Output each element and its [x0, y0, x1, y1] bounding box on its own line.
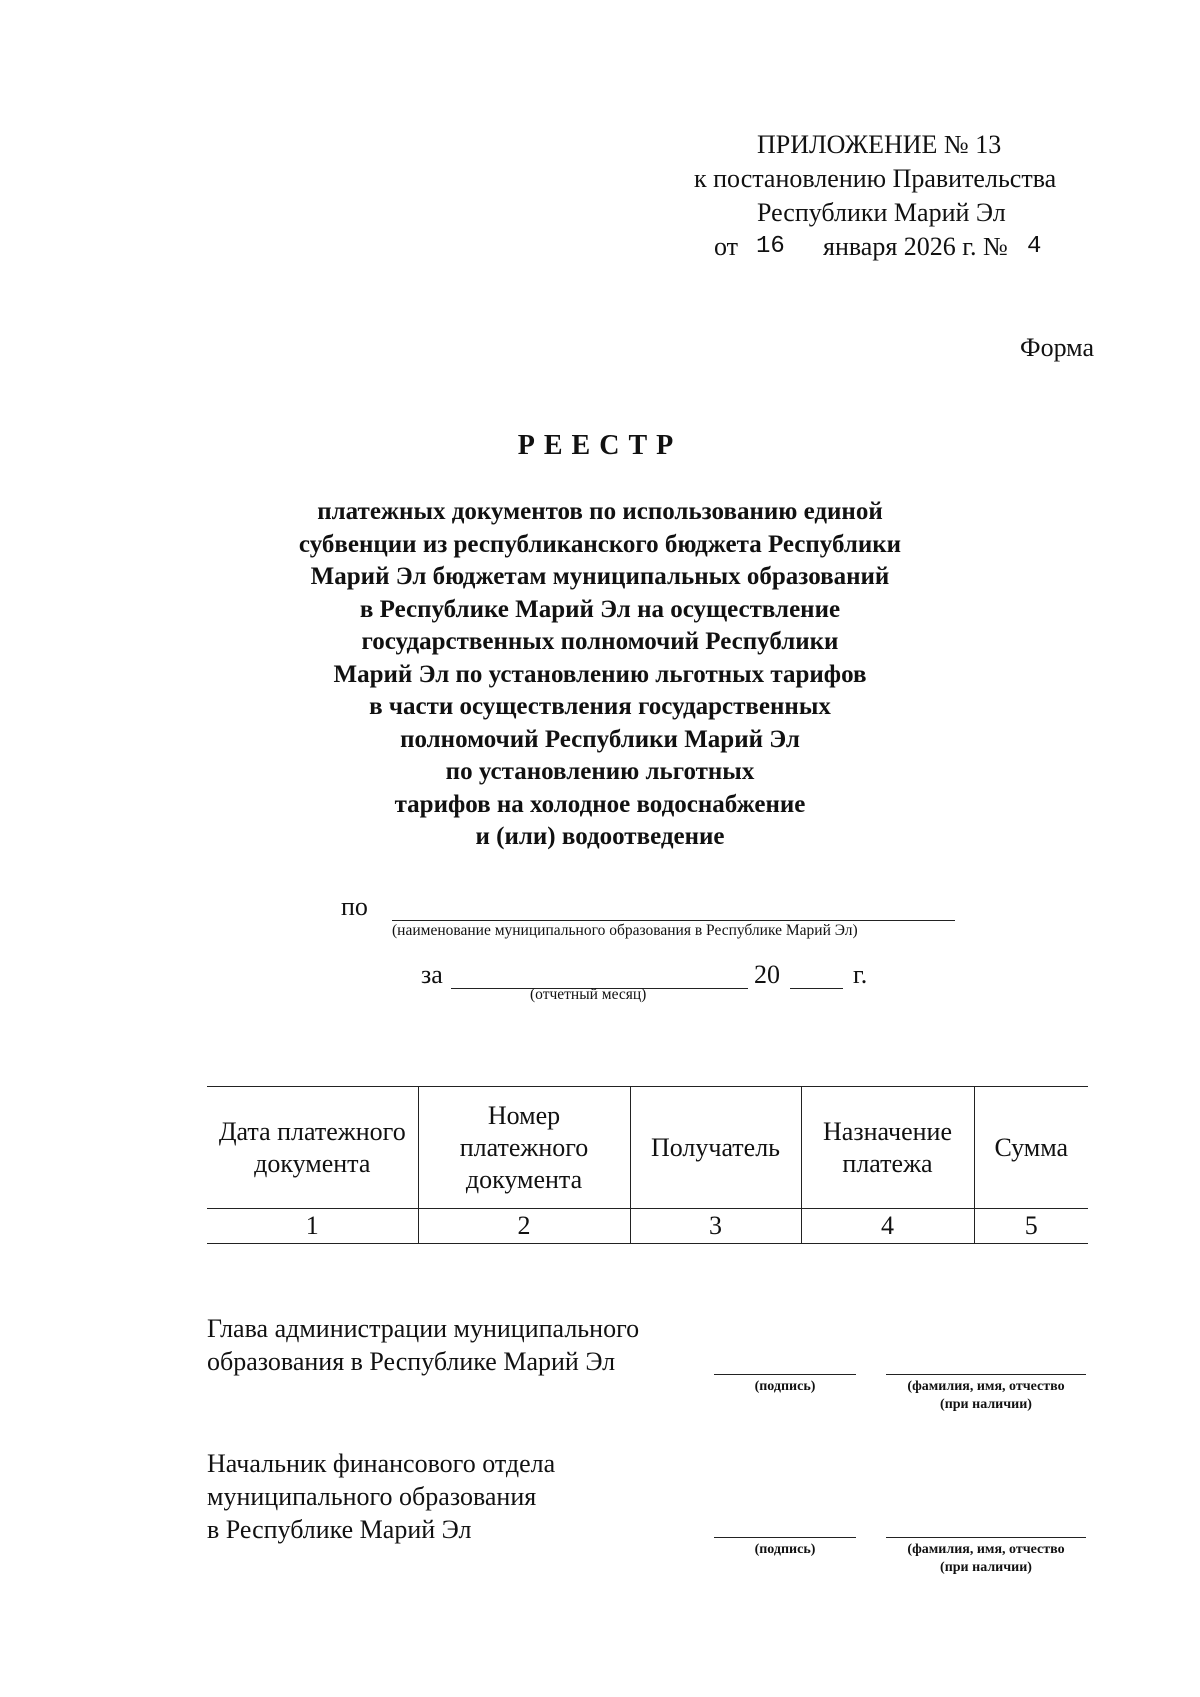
column-number: 2 [418, 1209, 630, 1244]
appendix-date-day: 16 [756, 233, 785, 260]
municipality-prefix: по [341, 892, 368, 921]
column-number: 4 [801, 1209, 974, 1244]
year-prefix: 20 [754, 960, 780, 989]
municipality-field[interactable] [392, 892, 955, 921]
finance-signature-caption: (подпись) [754, 1542, 816, 1557]
signatory-head-title [207, 1312, 639, 1378]
subtitle-line: полномочий Республики Марий Эл [400, 725, 800, 753]
subtitle-line: Марий Эл бюджетам муниципальных образований [310, 563, 890, 590]
table-header-row [207, 1087, 1088, 1209]
column-number: 5 [974, 1209, 1088, 1244]
signatory-title-line: Глава администрации муниципального [207, 1314, 640, 1343]
municipality-caption: (наименование муниципального образования в Республике Марий Эл) [392, 922, 858, 939]
subtitle-line: тарифов на холодное водоснабжение [394, 790, 806, 818]
year-field[interactable] [790, 960, 843, 989]
column-header-recipient: Получатель [630, 1087, 801, 1209]
subtitle-line: в части осуществления государственных [369, 693, 831, 720]
name-caption-line: (при наличии) [940, 1397, 1032, 1412]
appendix-date-prefix: от [714, 232, 739, 261]
subtitle-line: в Республике Марий Эл на осуществление [359, 595, 841, 623]
signatory-title-line: муниципального образования [207, 1482, 537, 1511]
name-caption-line: (фамилия, имя, отчество [907, 1379, 1065, 1394]
column-header-payment-date: Дата платежного документа [207, 1087, 418, 1209]
form-label: Форма [1020, 333, 1094, 362]
column-header-payment-number: Номер платежного документа [418, 1087, 630, 1209]
appendix-date-rest: января 2026 г. № [823, 232, 1008, 261]
name-caption-line: (при наличии) [940, 1560, 1032, 1575]
column-header-payment-purpose: Назначение платежа [801, 1087, 974, 1209]
signatory-finance-title [207, 1447, 555, 1546]
appendix-decree-ref: к постановлению Правительства [694, 164, 1057, 193]
name-caption-line: (фамилия, имя, отчество [907, 1542, 1065, 1557]
year-suffix: г. [853, 960, 868, 989]
period-prefix: за [421, 960, 443, 989]
column-number: 3 [630, 1209, 801, 1244]
document-title: РЕЕСТР [517, 430, 683, 461]
subtitle-line: государственных полномочий Республики [361, 628, 839, 655]
reporting-month-caption: (отчетный месяц) [530, 986, 647, 1003]
subtitle-line: платежных документов по использованию единой [317, 498, 883, 525]
head-name-caption [886, 1378, 1086, 1414]
subtitle-line: Марий Эл по установлению льготных тарифов [333, 660, 867, 688]
column-header-amount: Сумма [974, 1087, 1088, 1209]
head-signature-caption: (подпись) [754, 1379, 816, 1394]
appendix-decree-number: 4 [1027, 233, 1042, 260]
appendix-number: ПРИЛОЖЕНИЕ № 13 [757, 130, 1002, 159]
head-signature-field[interactable] [714, 1350, 856, 1375]
subtitle-line: по установлению льготных [445, 758, 755, 785]
finance-signature-field[interactable] [714, 1513, 856, 1538]
finance-name-field[interactable] [886, 1513, 1086, 1538]
signatory-title-line: Начальник финансового отдела [207, 1449, 556, 1478]
signatory-title-line: образования в Республике Марий Эл [207, 1347, 616, 1376]
reporting-month-field[interactable] [451, 960, 748, 989]
finance-name-caption [886, 1541, 1086, 1577]
column-number: 1 [207, 1209, 418, 1244]
signatory-title-line: в Республике Марий Эл [207, 1515, 472, 1544]
head-name-field[interactable] [886, 1350, 1086, 1375]
document-subtitle [250, 496, 950, 854]
subtitle-line: и (или) водоотведение [475, 823, 725, 850]
subtitle-line: субвенции из республиканского бюджета Республики [298, 530, 902, 558]
appendix-republic: Республики Марий Эл [757, 198, 1006, 227]
registry-table [207, 1086, 1088, 1244]
table-column-number-row [207, 1209, 1088, 1244]
